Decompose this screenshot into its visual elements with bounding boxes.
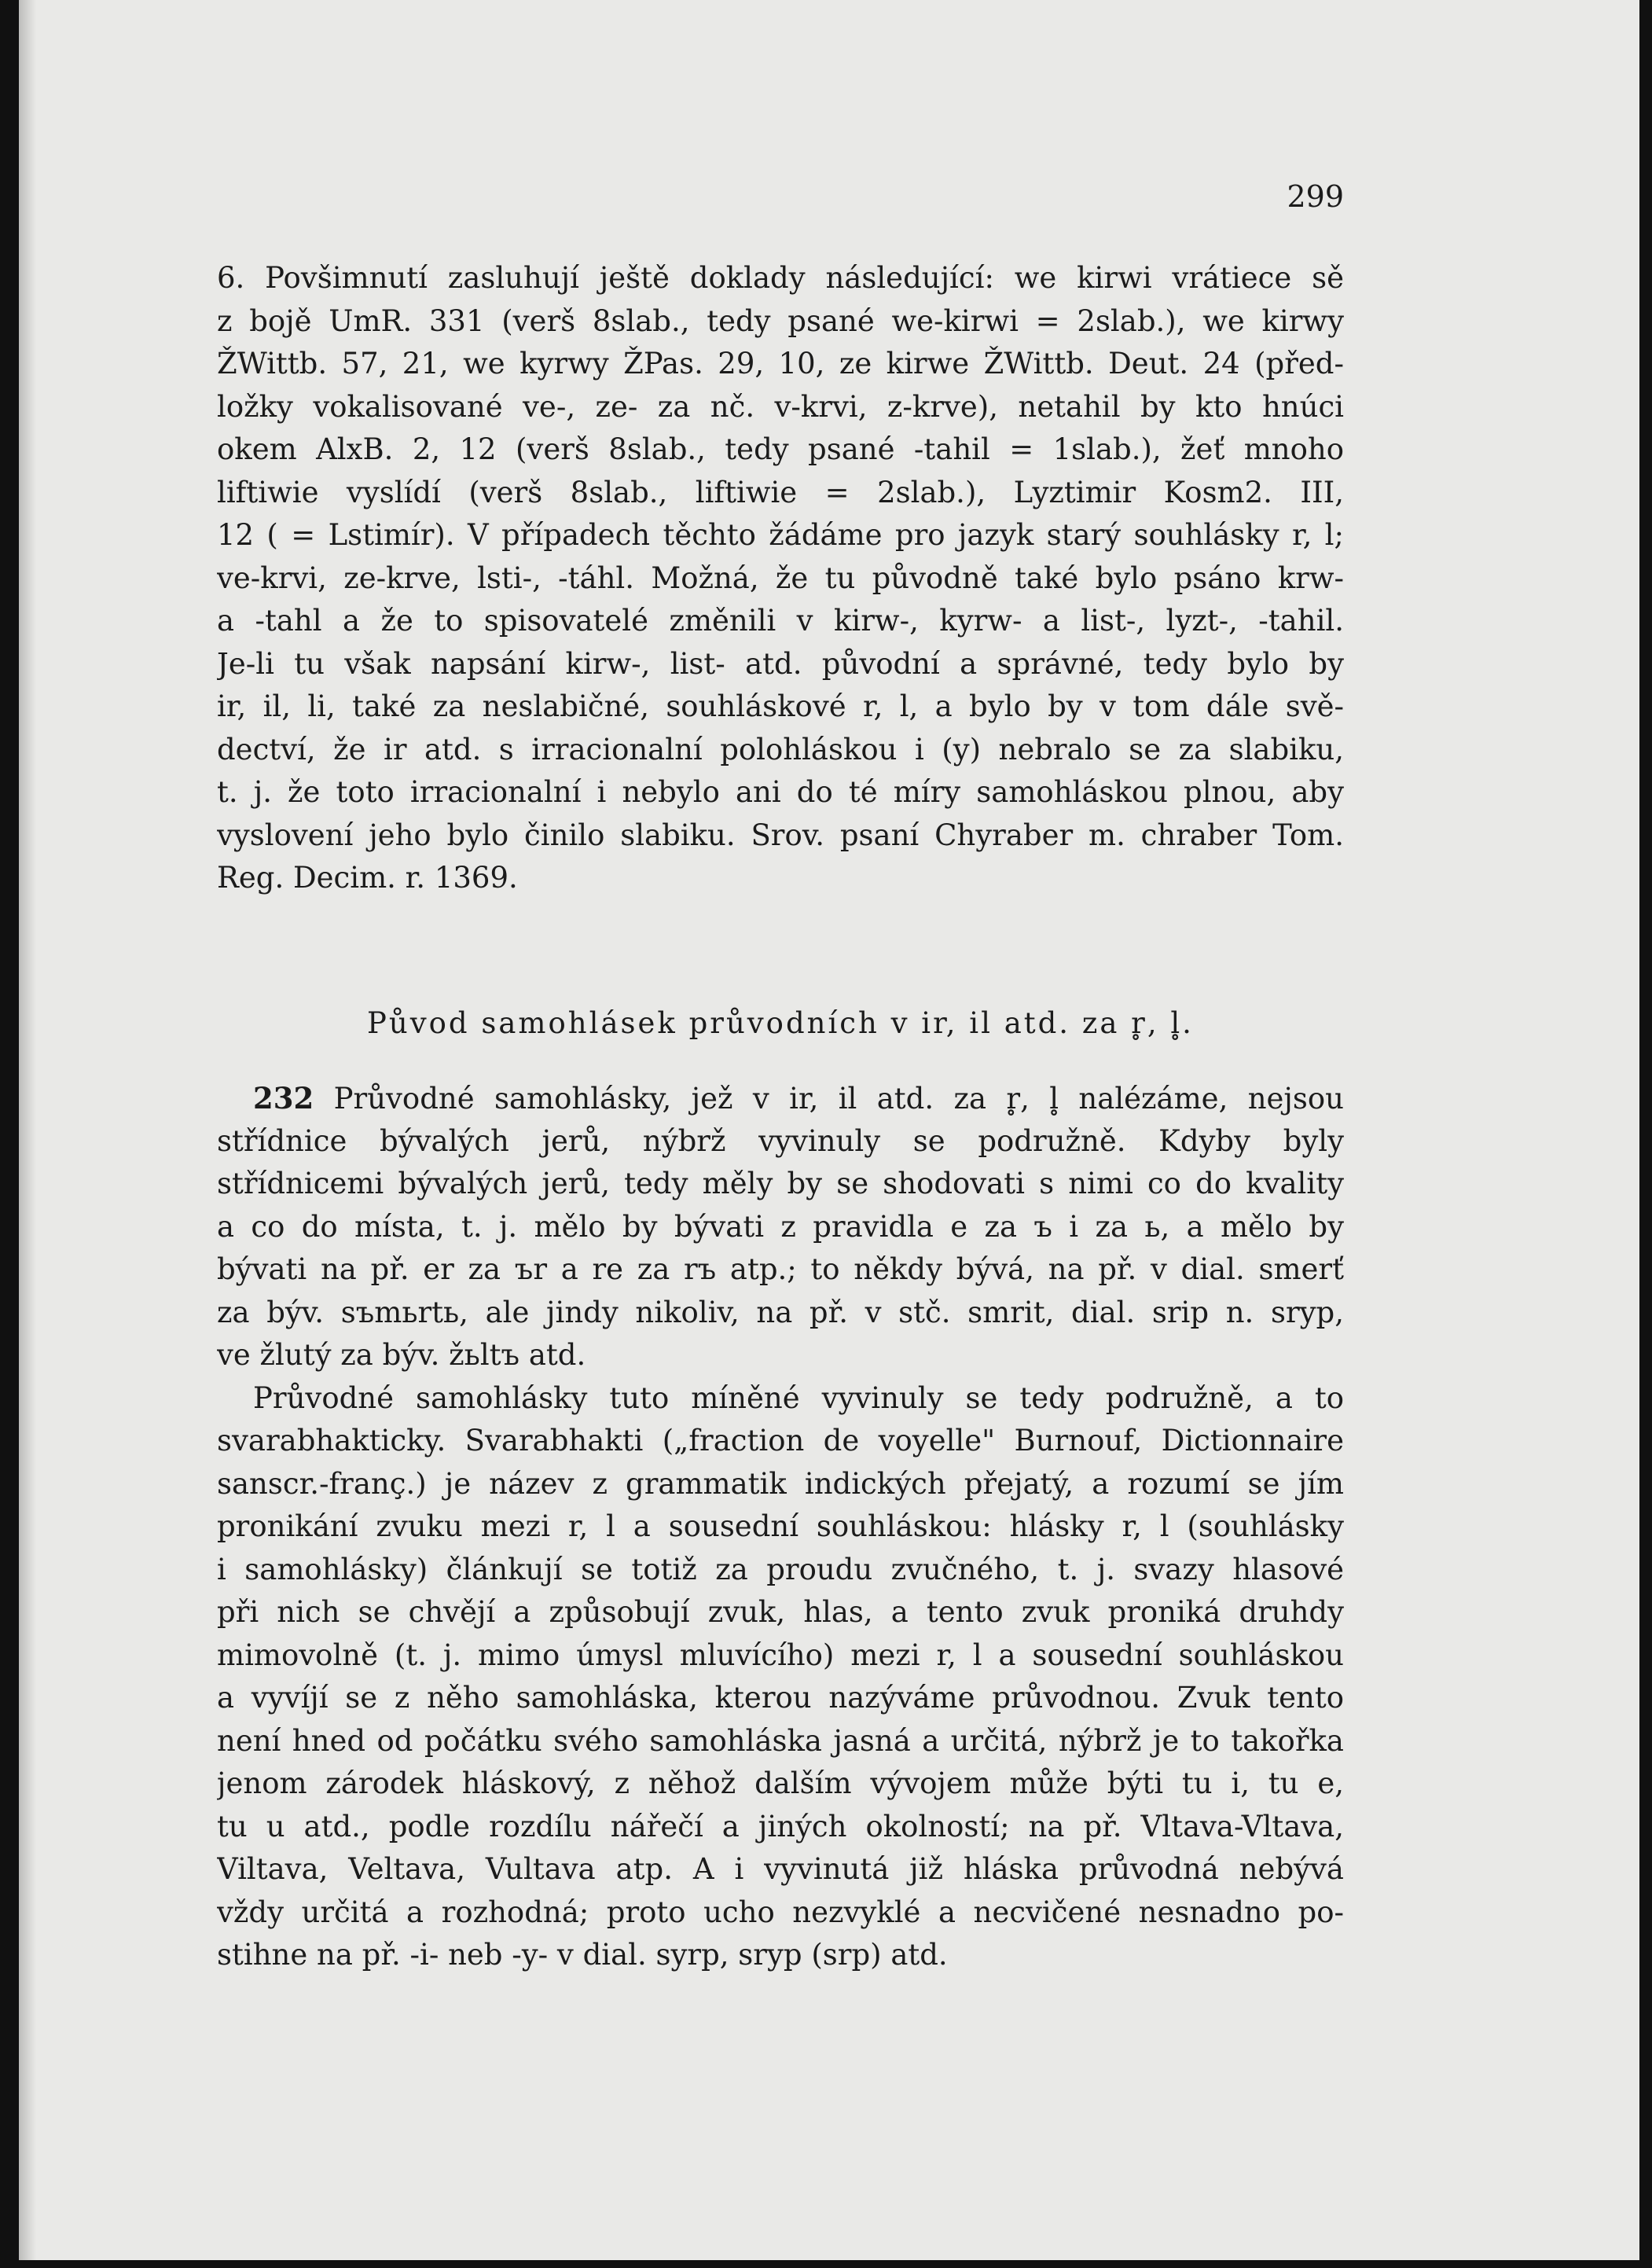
text-line: 12 ( = Lstimír). V případech těchto žádáme pro jazyk starý souhlásky r, l;: [217, 518, 1344, 552]
text-line: vždy určitá a rozhodná; proto ucho nezvyklé a necvičené nesnadno po-: [217, 1895, 1344, 1929]
text-line: ve-krvi, ze-krve, lsti-, -táhl. Možná, že tu původně také bylo psáno krw-: [217, 561, 1344, 595]
text-line: tu u atd., podle rozdílu nářečí a jiných okolností; na př. Vltava-Vltava,: [217, 1809, 1344, 1843]
paragraph-232: [217, 1077, 1344, 1977]
text-line: okem AlxB. 2, 12 (verš 8slab., tedy psané -tahil = 1slab.), žeť mnoho: [217, 432, 1344, 466]
text-line: svarabhakticky. Svarabhakti („fraction de voyelle" Burnouf, Dictionnaire: [217, 1424, 1344, 1457]
text-line: ve žlutý za býv. žьltъ atd.: [217, 1338, 586, 1372]
text-line: dectví, že ir atd. s irracionalní polohláskou i (y) nebralo se za slabiku,: [217, 732, 1344, 766]
page-number: 299: [1287, 179, 1344, 214]
text-line: z bojě UmR. 331 (verš 8slab., tedy psané we-kirwi = 2slab.), we kirwy: [217, 303, 1344, 338]
text-line: Je-li tu však napsání kirw-, list- atd. původní a správné, tedy bylo by: [217, 646, 1344, 681]
text-line: a -tahl a že to spisovatelé změnili v kirw-, kyrw- a list-, lyzt-, -tahil.: [217, 604, 1344, 638]
text-line: Reg. Decim. r. 1369.: [217, 861, 518, 895]
text-line: bývati na př. er za ъr a re za rъ atp.; to někdy bývá, na př. v dial. smerť: [217, 1252, 1344, 1286]
scan-border-right: [1639, 0, 1652, 2268]
text-line: není hned od počátku svého samohláska jasná a určitá, nýbrž je to takořka: [217, 1723, 1344, 1758]
text-line: stihne na př. -i- neb -y- v dial. syrp, sryp (srp) atd.: [217, 1938, 948, 1972]
text-line: při nich se chvějí a způsobují zvuk, hlas, a tento zvuk proniká druhdy: [217, 1595, 1344, 1629]
text-line: a co do místa, t. j. mělo by bývati z pravidla e za ъ i za ь, a mělo by: [217, 1209, 1344, 1244]
text-line: střídnicemi bývalých jerů, tedy měly by se shodovati s nimi co do kvality: [217, 1167, 1344, 1200]
text-line: ložky vokalisované ve-, ze- za nč. v-krvi, z-krve), netahil by kto hnúci: [217, 389, 1344, 424]
text-line: 6. Povšimnutí zasluhují ještě doklady následující: we kirwi vrátiece sě: [217, 261, 1344, 295]
section-number: 232: [253, 1081, 314, 1116]
text-line: jenom zárodek hláskový, z něhož dalším vývojem může býti tu i, tu e,: [217, 1766, 1344, 1800]
paragraph-6: [217, 257, 1344, 900]
text-line: 232 Průvodné samohlásky, jež v ir, il atd. za r̥, l̥ nalézáme, nejsou: [253, 1081, 1344, 1116]
text-line: liftiwie vyslídí (verš 8slab., liftiwie = 2slab.), Lyztimir Kosm2. III,: [217, 475, 1344, 509]
text-line: mimovolně (t. j. mimo úmysl mluvícího) mezi r, l a sousední souhláskou: [217, 1638, 1344, 1672]
text-line: vyslovení jeho bylo činilo slabiku. Srov. psaní Chyraber m. chraber Tom.: [217, 818, 1344, 852]
scan-border-bottom: [0, 2260, 1652, 2268]
scan-gutter-shadow: [19, 0, 36, 2268]
text-line: i samohlásky) článkují se totiž za proudu zvučného, t. j. svazy hlasové: [217, 1552, 1344, 1586]
text-line: ŽWittb. 57, 21, we kyrwy ŽPas. 29, 10, ze kirwe ŽWittb. Deut. 24 (před-: [217, 347, 1344, 380]
scan-border-left: [0, 0, 19, 2268]
text-line: Viltava, Veltava, Vultava atp. A i vyvinutá již hláska průvodná nebývá: [217, 1852, 1344, 1886]
section-heading: Původ samohlásek průvodních v ir, il atd. za r̥, l̥.: [367, 1006, 1194, 1040]
text-line: a vyvíjí se z něho samohláska, kterou nazýváme průvodnou. Zvuk tento: [217, 1681, 1344, 1715]
text-line: za býv. sъmьrtь, ale jindy nikoliv, na př. v stč. smrit, dial. srip n. sryp,: [217, 1295, 1344, 1329]
text-line: pronikání zvuku mezi r, l a sousední souhláskou: hlásky r, l (souhlásky: [217, 1509, 1344, 1543]
text-line: střídnice bývalých jerů, nýbrž vyvinuly se podružně. Kdyby byly: [217, 1123, 1344, 1158]
text-line: t. j. že toto irracionalní i nebylo ani do té míry samohláskou plnou, aby: [217, 775, 1344, 809]
text-line: ir, il, li, také za neslabičné, souhláskové r, l, a bylo by v tom dále svě-: [217, 689, 1344, 723]
text-line: Průvodné samohlásky tuto míněné vyvinuly se tedy podružně, a to: [253, 1380, 1344, 1415]
text-line: sanscr.-franç.) je název z grammatik indických přejatý, a rozumí se jím: [217, 1466, 1344, 1501]
